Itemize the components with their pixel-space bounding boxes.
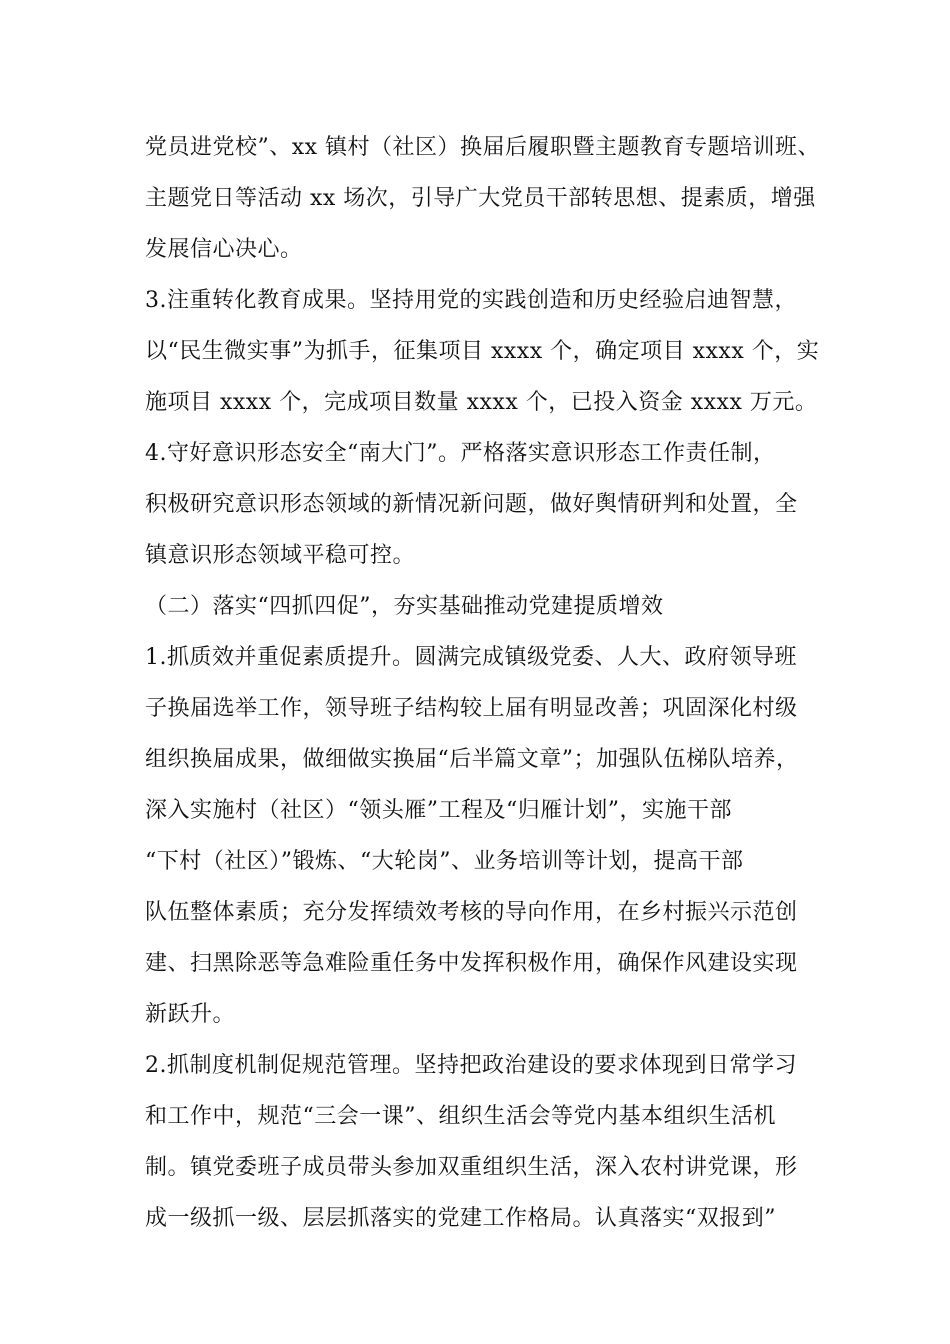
text-line: 以“民生微实事”为抓手，征集项目 xxxx 个，确定项目 xxxx 个，实 [145, 339, 820, 364]
text-line: 主题党日等活动 xx 场次，引导广大党员干部转思想、提素质，增强 [145, 186, 816, 211]
text-line: 新跃升。 [145, 1002, 236, 1027]
text-line: 深入实施村（社区）“领头雁”工程及“归雁计划”，实施干部 [145, 798, 732, 823]
list-item-heading: 1.抓质效并重促素质提升。圆满完成镇级党委、人大、政府领导班 [145, 645, 797, 670]
list-item-heading: 3.注重转化教育成果。坚持用党的实践创造和历史经验启迪智慧， [145, 288, 797, 313]
text-line: 党员进党校”、xx 镇村（社区）换届后履职暨主题教育专题培训班、 [145, 135, 821, 160]
text-line: 组织换届成果，做细做实换届“后半篇文章”；加强队伍梯队培养， [145, 747, 799, 772]
text-line: 制。镇党委班子成员带头参加双重组织生活，深入农村讲党课，形 [145, 1155, 798, 1180]
list-item-heading: 4.守好意识形态安全“南大门”。严格落实意识形态工作责任制， [145, 441, 776, 466]
text-line: 子换届选举工作，领导班子结构较上届有明显改善；巩固深化村级 [145, 696, 798, 721]
text-line: 队伍整体素质；充分发挥绩效考核的导向作用，在乡村振兴示范创 [145, 900, 798, 925]
text-line: “下村（社区）”锻炼、“大轮岗”、业务培训等计划，提高干部 [145, 849, 744, 874]
section-heading: （二）落实“四抓四促”，夯实基础推动党建提质增效 [145, 594, 664, 619]
text-line: 成一级抓一级、层层抓落实的党建工作格局。认真落实“双报到” [145, 1206, 776, 1231]
text-line: 和工作中，规范“三会一课”、组织生活会等党内基本组织生活机 [145, 1104, 776, 1129]
text-line: 建、扫黑除恶等急难险重任务中发挥积极作用，确保作风建设实现 [145, 951, 798, 976]
text-line: 镇意识形态领域平稳可控。 [145, 543, 416, 568]
text-line: 积极研究意识形态领域的新情况新问题，做好舆情研判和处置，全 [145, 492, 798, 517]
list-item-heading: 2.抓制度机制促规范管理。坚持把政治建设的要求体现到日常学习 [145, 1053, 797, 1078]
text-line: 施项目 xxxx 个，完成项目数量 xxxx 个，已投入资金 xxxx 万元。 [145, 390, 818, 415]
text-line: 发展信心决心。 [145, 237, 303, 262]
